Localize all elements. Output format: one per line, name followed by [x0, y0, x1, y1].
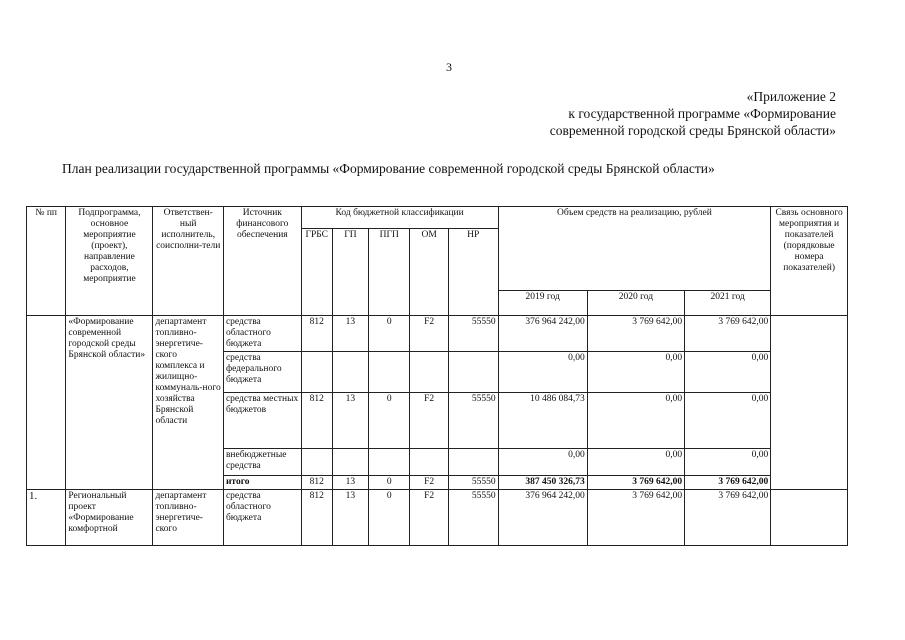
program-link-cell	[771, 316, 848, 490]
y2021-cell: 3 769 642,00	[685, 316, 771, 352]
table-row	[27, 316, 848, 352]
header-gp: ГП	[332, 229, 368, 316]
y2019-cell: 387 450 326,73	[498, 476, 587, 490]
y2021-cell: 3 769 642,00	[685, 476, 771, 490]
header-responsible: Ответствен-ный исполнитель, соисполни-тели	[153, 207, 223, 316]
header-2020: 2020 год	[587, 291, 684, 316]
header-2019: 2019 год	[498, 291, 587, 316]
program-num-cell	[27, 316, 66, 490]
gp-cell: 13	[332, 490, 368, 546]
appendix-line-2: к государственной программе «Формирование	[568, 106, 836, 121]
pgp-cell	[369, 449, 410, 476]
gp-cell: 13	[332, 393, 368, 449]
grbs-cell: 812	[301, 476, 332, 490]
gp-cell: 13	[332, 476, 368, 490]
y2020-cell: 3 769 642,00	[587, 476, 684, 490]
header-link: Связь основного мероприятия и показателей (порядковые номера показателей)	[771, 207, 848, 316]
header-2021: 2021 год	[685, 291, 771, 316]
grbs-cell	[301, 449, 332, 476]
y2020-cell: 0,00	[587, 352, 684, 393]
y2019-cell: 0,00	[498, 449, 587, 476]
project-name: Региональный проект «Формирование комфортной	[66, 490, 153, 546]
source-cell: средства федерального бюджета	[223, 352, 301, 393]
program-responsible: департамент топливно-энергетиче-ского комплекса и жилищно-коммуналь-ного хозяйства Брянской области	[153, 316, 223, 490]
header-pgp: ПГП	[369, 229, 410, 316]
pgp-cell: 0	[369, 393, 410, 449]
y2020-cell: 0,00	[587, 393, 684, 449]
implementation-plan-table	[26, 206, 848, 546]
om-cell: F2	[410, 476, 448, 490]
project-link-cell	[771, 490, 848, 546]
pgp-cell	[369, 352, 410, 393]
pgp-cell: 0	[369, 490, 410, 546]
source-cell: средства областного бюджета	[223, 316, 301, 352]
gp-cell: 13	[332, 316, 368, 352]
program-name: «Формирование современной городской среды Брянской области»	[66, 316, 153, 490]
grbs-cell	[301, 352, 332, 393]
grbs-cell: 812	[301, 316, 332, 352]
y2019-cell: 0,00	[498, 352, 587, 393]
y2019-cell: 376 964 242,00	[498, 490, 587, 546]
pgp-cell: 0	[369, 476, 410, 490]
source-cell: средства областного бюджета	[223, 490, 301, 546]
y2019-cell: 10 486 084,73	[498, 393, 587, 449]
y2020-cell: 3 769 642,00	[587, 490, 684, 546]
grbs-cell: 812	[301, 490, 332, 546]
header-volume: Объем средств на реализацию, рублей	[498, 207, 771, 291]
header-om: ОМ	[410, 229, 448, 316]
np-cell: 55550	[448, 476, 498, 490]
project-responsible: департамент топливно-энергетиче-ского	[153, 490, 223, 546]
header-np: НР	[448, 229, 498, 316]
y2021-cell: 0,00	[685, 449, 771, 476]
page-number: 3	[446, 60, 452, 74]
appendix-heading	[506, 88, 836, 139]
plan-title: План реализации государственной программы «Формирование современной городской среды Брянской области»	[62, 161, 715, 176]
np-cell: 55550	[448, 316, 498, 352]
np-cell: 55550	[448, 490, 498, 546]
header-source: Источник финансового обеспечения	[223, 207, 301, 316]
table-row	[27, 490, 848, 546]
header-num: № пп	[27, 207, 66, 316]
source-cell: итого	[223, 476, 301, 490]
y2020-cell: 0,00	[587, 449, 684, 476]
y2019-cell: 376 964 242,00	[498, 316, 587, 352]
om-cell	[410, 449, 448, 476]
gp-cell	[332, 449, 368, 476]
source-cell: внебюджетные средства	[223, 449, 301, 476]
grbs-cell: 812	[301, 393, 332, 449]
np-cell: 55550	[448, 393, 498, 449]
y2020-cell: 3 769 642,00	[587, 316, 684, 352]
y2021-cell: 0,00	[685, 393, 771, 449]
y2021-cell: 3 769 642,00	[685, 490, 771, 546]
source-cell: средства местных бюджетов	[223, 393, 301, 449]
header-row	[27, 207, 848, 229]
y2021-cell: 0,00	[685, 352, 771, 393]
np-cell	[448, 449, 498, 476]
om-cell: F2	[410, 393, 448, 449]
appendix-line-3: современной городской среды Брянской области»	[549, 123, 836, 138]
om-cell: F2	[410, 316, 448, 352]
om-cell: F2	[410, 490, 448, 546]
header-grbs: ГРБС	[301, 229, 332, 316]
header-kbk: Код бюджетной классификации	[301, 207, 498, 229]
appendix-line-1: «Приложение 2	[746, 89, 836, 104]
np-cell	[448, 352, 498, 393]
gp-cell	[332, 352, 368, 393]
om-cell	[410, 352, 448, 393]
header-subprogram: Подпрограмма, основное мероприятие (проект), направление расходов, мероприятие	[66, 207, 153, 316]
project-num: 1.	[27, 490, 66, 546]
pgp-cell: 0	[369, 316, 410, 352]
